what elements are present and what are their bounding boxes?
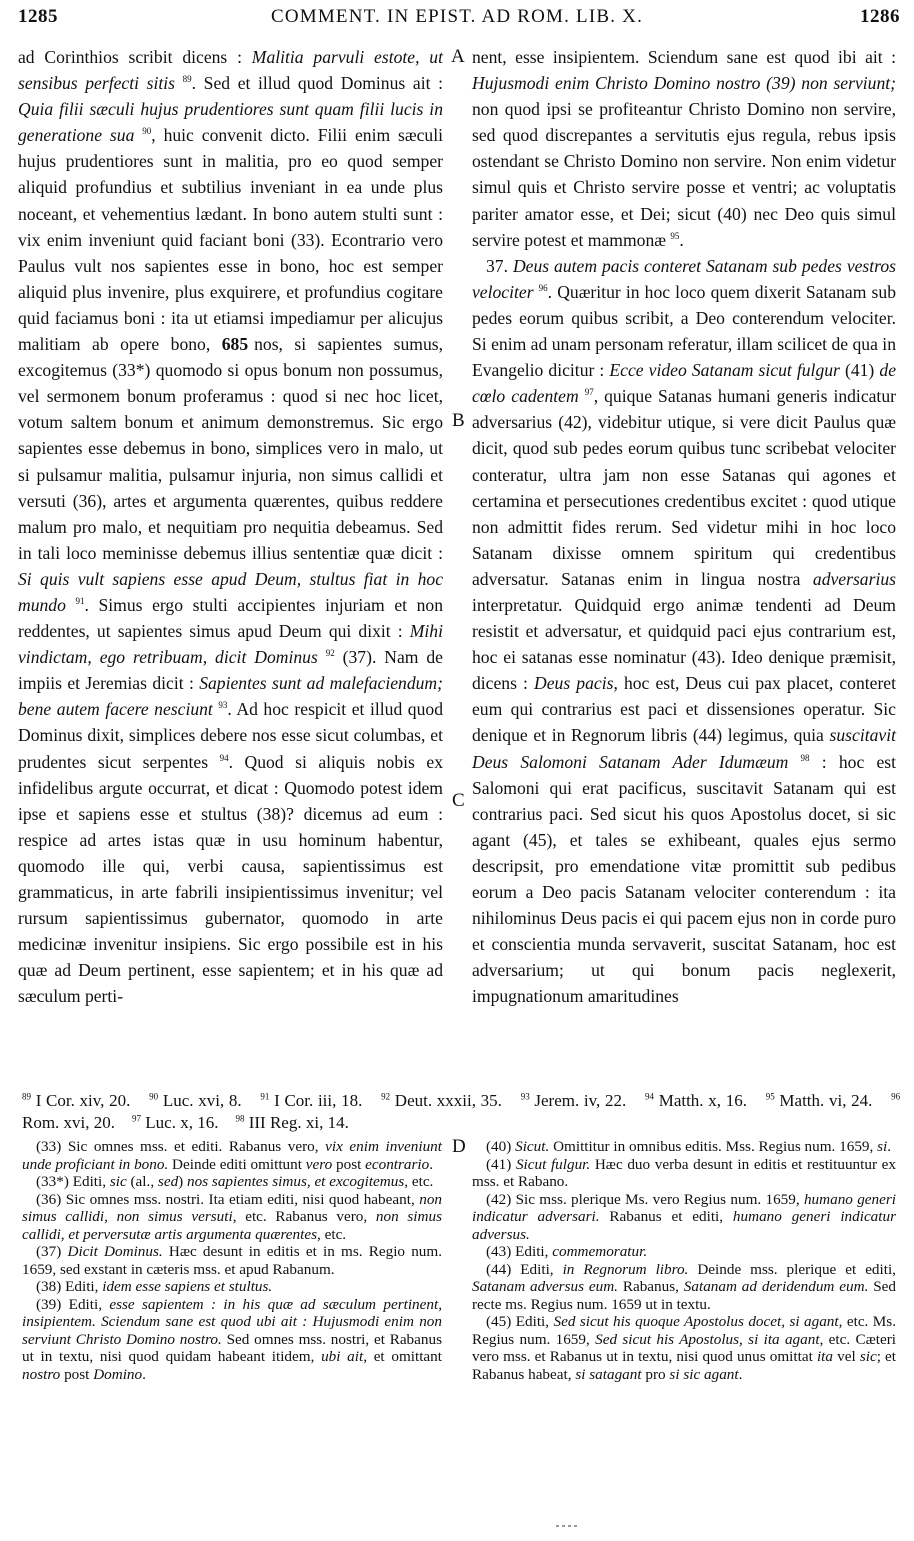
reference-item: $^{95}$ Matth. vi, 24.: [765, 1091, 873, 1110]
footnote-38: (38) Editi, idem esse sapiens et stultus.: [36, 1278, 273, 1295]
reference-item: $^{92}$ Deut. xxxii, 35.: [381, 1091, 502, 1110]
reference-item: $^{89}$ I Cor. xiv, 20.: [22, 1091, 131, 1110]
left-footnotes: [22, 1138, 442, 1383]
reference-item: $^{96}$ Rom. xvi, 20.: [22, 1091, 901, 1132]
footnote-43: (43) Editi, commemoratur.: [486, 1243, 648, 1260]
reference-item: $^{94}$ Matth. x, 16.: [645, 1091, 747, 1110]
reference-item: $^{93}$ Jerem. iv, 22.: [520, 1091, 627, 1110]
footnote-42: (42) Sic mss. plerique Ms. vero Regius num. 1659, humano generi indicatur adversari. Rabanus et editi, humano generi indicatur adversus.: [472, 1190, 897, 1243]
right-paragraph-1: nent, esse insipientem. Sciendum sane est quod ibi ait : Hujusmodi enim Christo Domino nostro (39) non serviunt; non quod ipsi se profiteantur Christo Domino non servire, sed quod discrepantes a servitutis ejus regula, rebus ipsis ostendant se Christo Domino non servire. Non enim videtur simul quis et Christo servire posse et ventri; ac voluptatis pariter amator esse, et Dei; sicut (40) nec Deo quis simul servire potest et mammonæ $^{95}$.: [472, 47, 896, 250]
footnote-36: (36) Sic omnes mss. nostri. Ita etiam editi, nisi quod habeant, non simus callidi, non simus versuti, etc. Rabanus vero, non simus callidi, et perversutæ artis argumenta quærentes, etc.: [22, 1190, 442, 1243]
right-paragraph-2: 37. Deus autem pacis conteret Satanam sub pedes vestros velociter $^{96}$. Quæritur in hoc loco quem dixerit Satanam sub pedes eorum quibus scribit, a Deo conterendum velociter. Si enim ad unam personam referatur, illam scilicet de qua in Evangelio dicitur : Ecce video Satanam sicut fulgur (41) de cœlo cadentem $^{97}$, quique Satanas humani generis indicatur adversarius (42), videbitur utique, si vere dicit Paulus quæ dicit, quod sub pedes eorum quibus tunc scribebat velociter conteratur, ultra jam non esse Satanas qui agones et certamina et persecutiones credentibus excitet : quod utique non admittit fides rerum. Sed videtur mihi in hoc loco Satanam dixisse omnem spiritum qui credentibus adversatur. Satanas enim in lingua nostra adversarius interpretatur. Quidquid ergo animæ tendenti ad Deum resistit et adversatur, et quidquid paci ejus contrarium est, hoc ei satanas esse nominatur (43). Ideo denique præmisit, dicens : Deus pacis, hoc est, Deus cui pax placet, conteret eum qui contrarius est paci et dissensiones operatur. Sic denique et in Regnorum libris (44) legimus, quia suscitavit Deus Salomoni Satanam Ader Idumæum $^{98}$ : hoc est Salomoni qui erat pacificus, suscitavit Satanam qui est contrarius paci. Sed sicut his quos Apostolus docet, si sic agant (45), et tales se exhibeant, quales ejus sermo descripsit, pro emendatione vitæ promittit sub pedibus eorum a Deo pacis Satanam velociter conterendum : ita nihilominus Deus pacis ei qui pacem ejus non in corde puro et conscientia munda servaverit, suscitat Satanam, hoc est adversarium; ut qui bonum pacis neglexerit, impugnationum amaritudines: [472, 255, 897, 1007]
left-text-column: [18, 44, 443, 1009]
right-footnotes: [472, 1138, 896, 1383]
footnote-39: (39) Editi, esse sapientem : in his quæ ad sæculum pertinent, insipientem. Sciendum sane est quod ubi ait : Hujusmodi enim non serviunt Christo Domino nostro. Sed omnes mss. nostri, et Rabanus ut in textu, nisi quod quidam habeant itidem, ubi ait, et omittant nostro post Domino.: [22, 1295, 442, 1383]
print-speck: [556, 1514, 596, 1517]
margin-mark-c: C: [452, 790, 465, 811]
margin-mark-d: D: [452, 1136, 466, 1157]
margin-mark-b: B: [452, 410, 465, 431]
reference-item: $^{98}$ III Reg. xi, 14.: [235, 1113, 349, 1132]
footnote-45: (45) Editi, Sed sicut his quoque Apostolus docet, si agant, etc. Ms. Regius num. 1659, Sed sicut his Apostolus, si ita agant, etc. Cæteri vero mss. et Rabanus ut in textu, nisi quod unus omittat ita vel sic; et Rabanus habeat, si satagant pro si sic agant.: [472, 1313, 896, 1383]
left-paragraph: ad Corinthios scribit dicens : Malitia parvuli estote, ut sensibus perfecti sitis $^{89}$. Sed et illud quod Dominus ait : Quia filii sæculi hujus prudentiores sunt quam filii lucis in generatione sua $^{90}$, huic convenit dicto. Filii enim sæculi hujus prudentiores sunt in malitia, pro eo quod semper aliquid profundius et subtilius inveniant in ea unde plus noceant, et vehementius lædant. In bono autem stulti sunt : vix enim inveniunt quid faciant boni (33). Econtrario vero Paulus vult nos sapientes esse in bono, hoc est semper aliquid plus invenire, plus exquirere, et profundius cogitare quid faciamus boni : ita ut etiamsi impediamur per alicujus malitiam ab opere bono, 685 nos, si sapientes sumus, excogitemus (33*) quomodo si opus bonum non possumus, vel sermonem bonum proferamus : quod si nec hoc licet, votum saltem bonum et animum demonstremus. Sic ergo sapientes esse debemus in bono, simplices vero in malo, ut si pulsamur malitia, pulsamur injuria, non simus callidi et versuti (36), artes et argumenta quærentes, quibus reddere malum pro malo, et nequitiam pro nequitia debeamus. Sed in tali loco meminisse debemus illius sententiæ quæ dicit : Si quis vult sapiens esse apud Deum, stultus fiat in hoc mundo $^{91}$. Simus ergo stulti accipientes injuriam et non reddentes, ut sapientes simus apud Deum qui dixit : Mihi vindictam, ego retribuam, dicit Dominus $^{92}$ (37). Nam de impiis et Jeremias dicit : Sapientes sunt ad malefaciendum; bene autem facere nesciunt $^{93}$. Ad hoc respicit et illud quod Dominus dixit, simplices debere nos esse sicut columbas, et prudentes sicut serpentes $^{94}$. Quod si aliquis nobis ex infidelibus argute occurrat, et dicat : Quomodo potest idem ipse et sapiens esse et stultus (38)? dicemus ad eum : respice ad artes istas quæ in usu hominum habentur, quomodo ille qui, verbi causa, sapientissimus est grammaticus, in arte fabrili insipientissimus invenitur; vel rursum sapientissimus gubernator, quomodo in arte medicinæ invenitur insipiens. Sic ergo possibile est in his quæ ad Deum pertinent, esse sapientem; et in his quæ ad sæculum perti-: [18, 47, 443, 1007]
footnote-41: (41) Sicut fulgur. Hæc duo verba desunt in editis et restituuntur ex mss. et Rabano.: [472, 1155, 896, 1190]
footnote-37: (37) Dicit Dominus. Hæc desunt in editis et in ms. Regio num. 1659, sed exstant in cæteris mss. et apud Rabanum.: [22, 1243, 442, 1278]
column-number: 685: [221, 334, 249, 355]
running-title: COMMENT. IN EPIST. AD ROM. LIB. X.: [270, 6, 644, 27]
margin-mark-a: A: [451, 46, 465, 67]
scripture-references: [22, 1090, 900, 1134]
right-text-column: [472, 44, 896, 1009]
reference-item: $^{97}$ Luc. x, 16.: [132, 1113, 219, 1132]
footnote-33: (33) Sic omnes mss. et editi. Rabanus vero, vix enim inveniunt unde proficiant in bono. Deinde editi omittunt vero post econtrario.: [22, 1138, 442, 1173]
footnote-40: (40) Sicut. Omittitur in omnibus editis. Mss. Regius num. 1659, si.: [486, 1138, 892, 1155]
footnote-44: (44) Editi, in Regnorum libro. Deinde mss. plerique et editi, Satanam adversus eum. Rabanus, Satanam ad deridendum eum. Sed recte ms. Regius num. 1659 ut in textu.: [472, 1260, 897, 1313]
reference-item: $^{90}$ Luc. xvi, 8.: [149, 1091, 242, 1110]
reference-item: $^{91}$ I Cor. iii, 18.: [260, 1091, 363, 1110]
right-page-number: 1286: [860, 6, 900, 27]
footnote-33-star: (33*) Editi, sic (al., sed) nos sapientes simus, et excogitemus, etc.: [36, 1173, 434, 1190]
left-page-number: 1285: [18, 6, 58, 27]
